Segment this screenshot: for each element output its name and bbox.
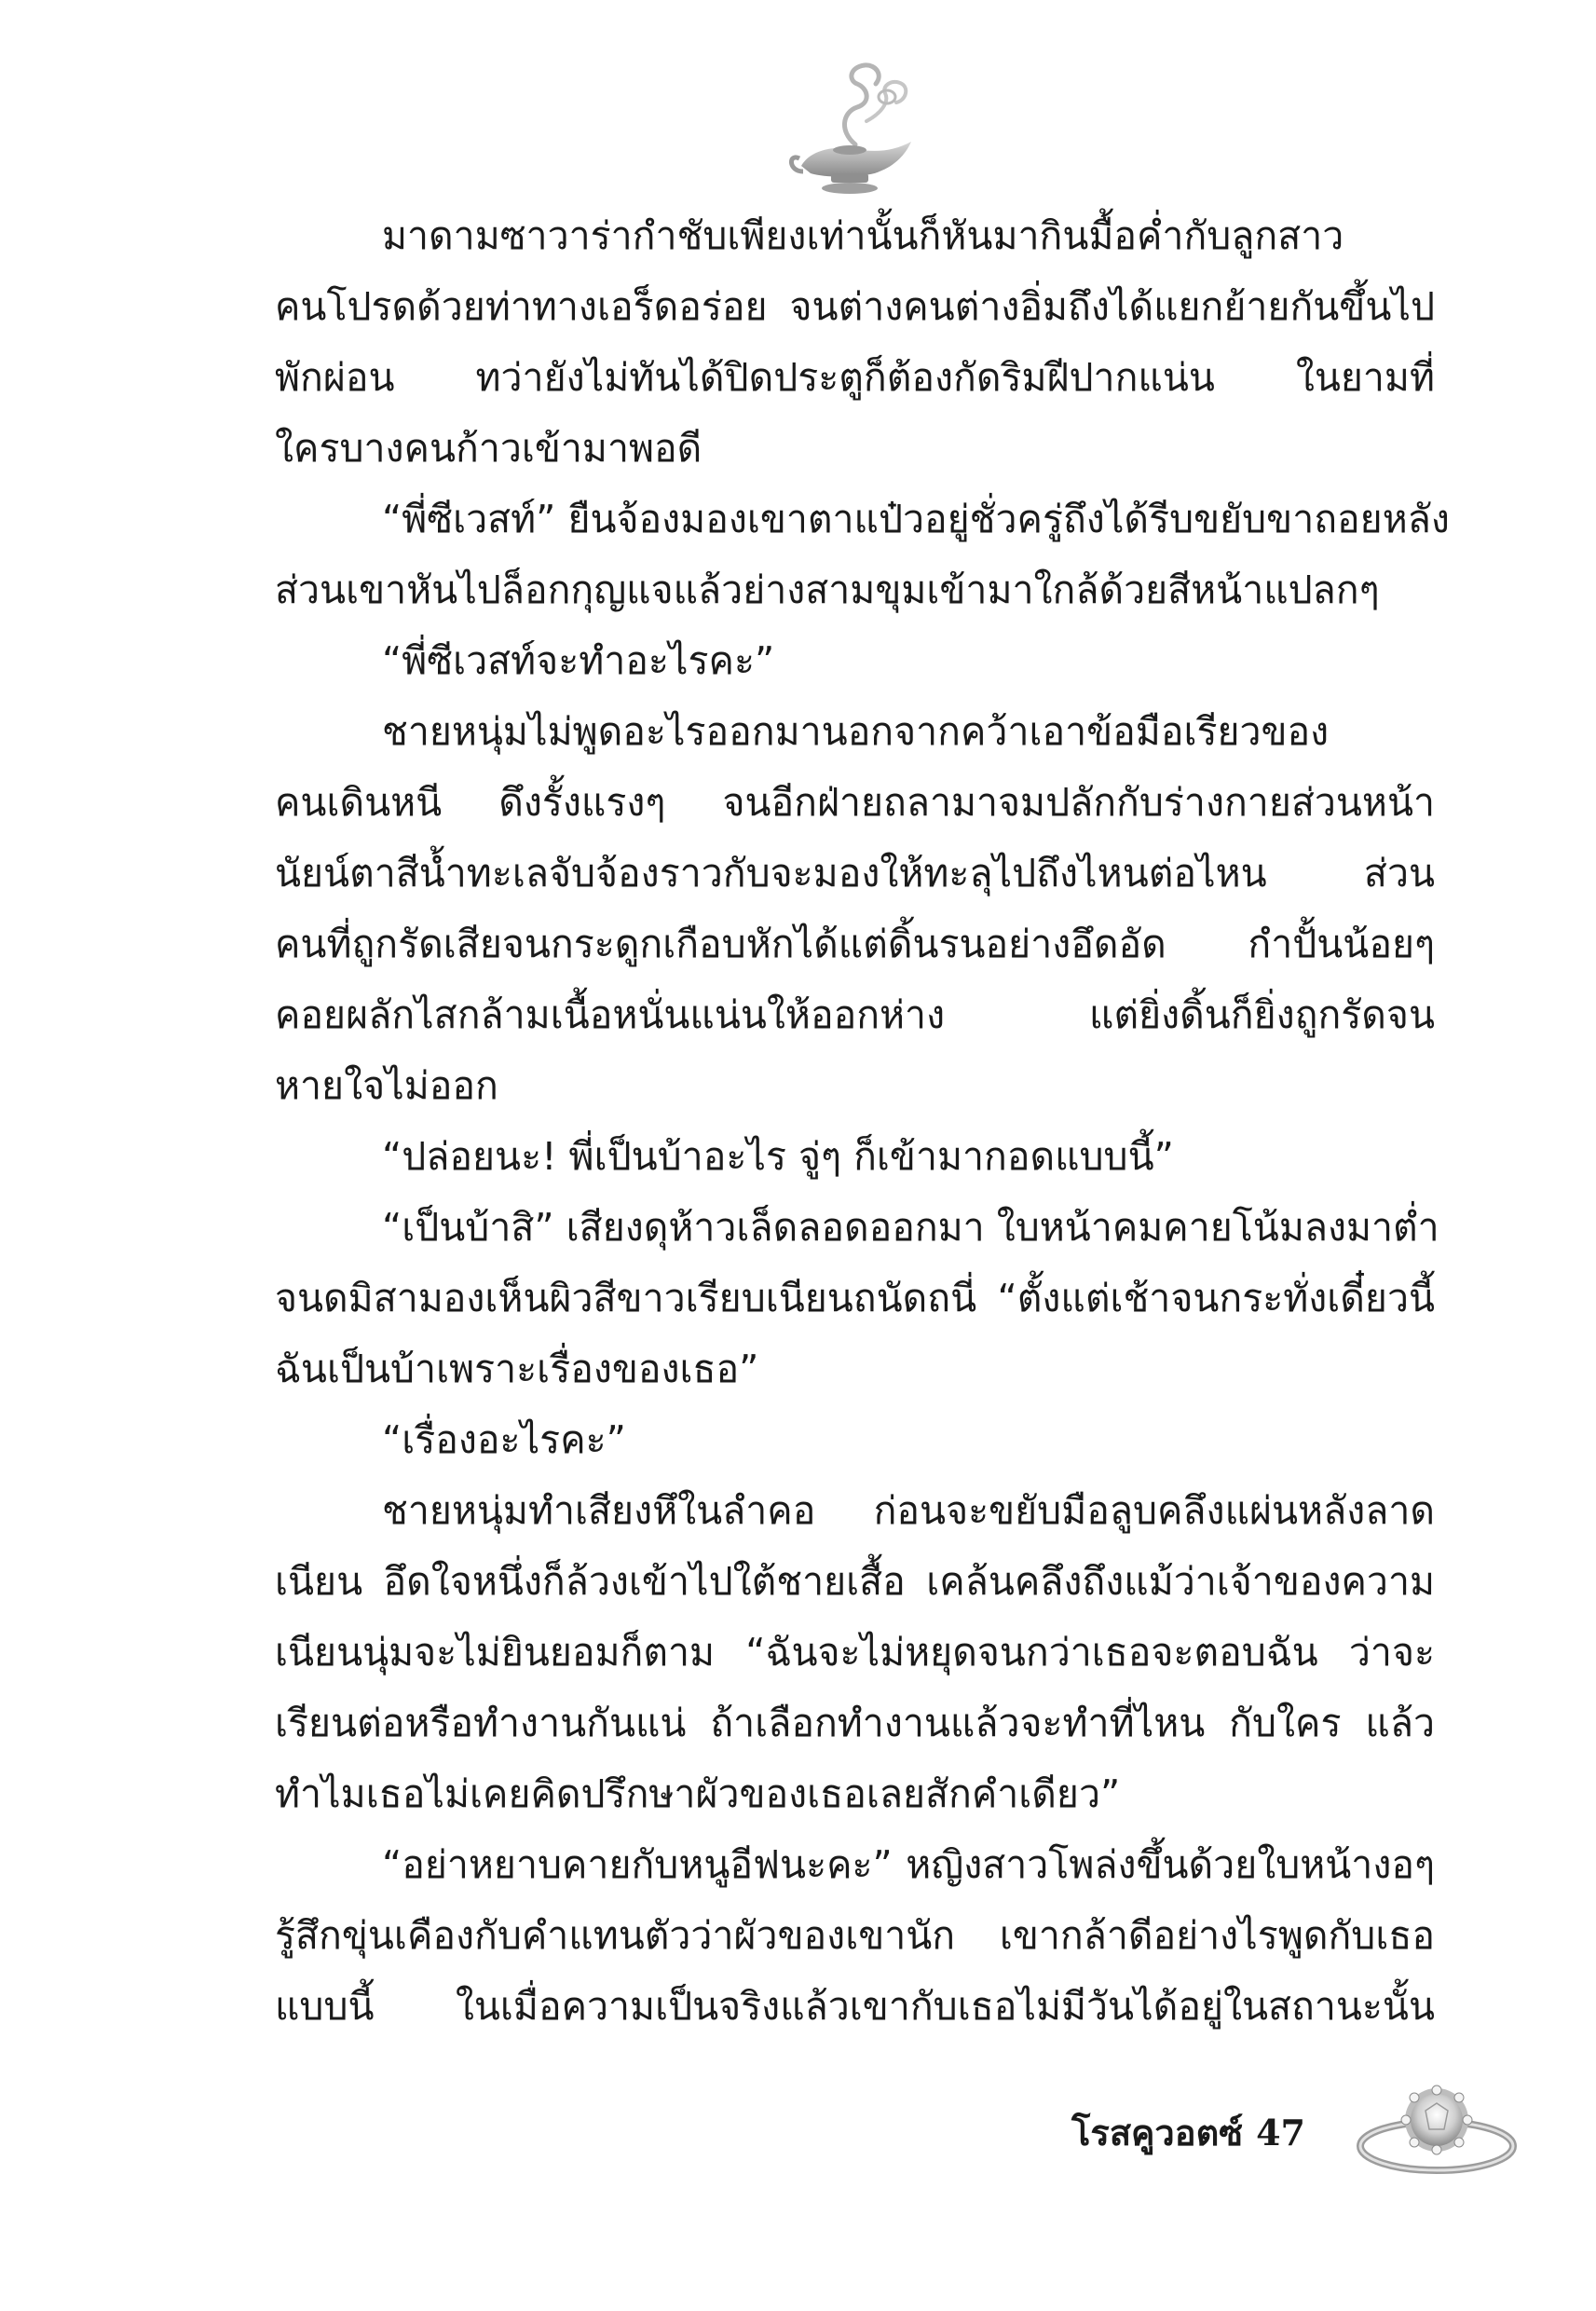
text-line: “เป็นบ้าสิ” เสียงดุห้าวเล็ดลอดออกมา ใบหน้าคมคายโน้มลงมาต่ำ [382, 1205, 1439, 1250]
text-line: ชายหนุ่มทำเสียงหึในลำคอ ก่อนจะขยับมือลูบคลึงแผ่นหลังลาด [382, 1488, 1435, 1533]
text-line: คนที่ถูกรัดเสียจนกระดูกเกือบหักได้แต่ดิ้นรนอย่างอึดอัด กำปั้นน้อยๆ [275, 922, 1435, 966]
text-line: “ปล่อยนะ! พี่เป็นบ้าอะไร จู่ๆ ก็เข้ามากอดแบบนี้” [382, 1134, 1174, 1179]
text-line: นัยน์ตาสีน้ำทะเลจับจ้องราวกับจะมองให้ทะลุไปถึงไหนต่อไหน ส่วน [275, 851, 1435, 896]
page-number: 47 [1256, 2111, 1305, 2154]
text-line: ส่วนเขาหันไปล็อกกุญแจแล้วย่างสามขุมเข้ามาใกล้ด้วยสีหน้าแปลกๆ [275, 567, 1380, 612]
text-line: รู้สึกขุ่นเคืองกับคำแทนตัวว่าผัวของเขานัก เขากล้าดีอย่างไรพูดกับเธอ [275, 1913, 1435, 1958]
text-line: “พี่ซีเวสท์จะทำอะไรคะ” [382, 638, 775, 683]
text-line: พักผ่อน ทว่ายังไม่ทันได้ปิดประตูก็ต้องกัดริมฝีปากแน่น ในยามที่ [275, 355, 1435, 400]
page-footer [1071, 2104, 1305, 2160]
text-line: คอยผลักไสกล้ามเนื้อหนั่นแน่นให้ออกห่าง แต่ยิ่งดิ้นก็ยิ่งถูกรัดจน [275, 992, 1435, 1037]
text-line: เนียนนุ่มจะไม่ยินยอมก็ตาม “ฉันจะไม่หยุดจนกว่าเธอจะตอบฉัน ว่าจะ [275, 1630, 1435, 1675]
text-line: คนโปรดด้วยท่าทางเอร็ดอร่อย จนต่างคนต่างอิ่มถึงได้แยกย้ายกันขึ้นไป [275, 284, 1435, 329]
text-line: คนเดินหนี ดึงรั้งแรงๆ จนอีกฝ่ายถลามาจมปลักกับร่างกายส่วนหน้า [275, 780, 1435, 825]
text-line: หายใจไม่ออก [275, 1063, 498, 1108]
genie-lamp-ornament-icon [783, 56, 922, 205]
text-line: ฉันเป็นบ้าเพราะเรื่องของเธอ” [275, 1347, 759, 1391]
book-title: โรสคูวอตซ์ [1071, 2111, 1244, 2154]
text-line: แบบนี้ ในเมื่อความเป็นจริงแล้วเขากับเธอไม่มีวันได้อยู่ในสถานะนั้น [275, 1984, 1435, 2029]
text-line: ใครบางคนก้าวเข้ามาพอดี [275, 426, 703, 471]
text-line: “เรื่องอะไรคะ” [382, 1417, 626, 1462]
diamond-ring-icon [1351, 2073, 1523, 2185]
text-line: มาดามซาวาร่ากำชับเพียงเท่านั้นก็หันมากินมื้อค่ำกับลูกสาว [382, 213, 1344, 258]
text-line: “อย่าหยาบคายกับหนูอีฟนะคะ” หญิงสาวโพล่งขึ้นด้วยใบหน้างอๆ [382, 1842, 1435, 1887]
text-line: จนดมิสามองเห็นผิวสีขาวเรียบเนียนถนัดถนี่ “ตั้งแต่เช้าจนกระทั่งเดี๋ยวนี้ [275, 1276, 1435, 1320]
story-text [275, 200, 1450, 2042]
text-line: เนียน อึดใจหนึ่งก็ล้วงเข้าไปใต้ชายเสื้อ เคล้นคลึงถึงแม้ว่าเจ้าของความ [275, 1559, 1435, 1604]
text-line: ทำไมเธอไม่เคยคิดปรึกษาผัวของเธอเลยสักคำเดียว” [275, 1771, 1121, 1816]
text-line: ชายหนุ่มไม่พูดอะไรออกมานอกจากคว้าเอาข้อมือเรียวของ [382, 709, 1330, 754]
text-line: เรียนต่อหรือทำงานกันแน่ ถ้าเลือกทำงานแล้วจะทำที่ไหน กับใคร แล้ว [275, 1701, 1435, 1745]
text-line: “พี่ซีเวสท์” ยืนจ้องมองเขาตาแป๋วอยู่ชั่วครู่ถึงได้รีบขยับขาถอยหลัง [382, 497, 1450, 541]
